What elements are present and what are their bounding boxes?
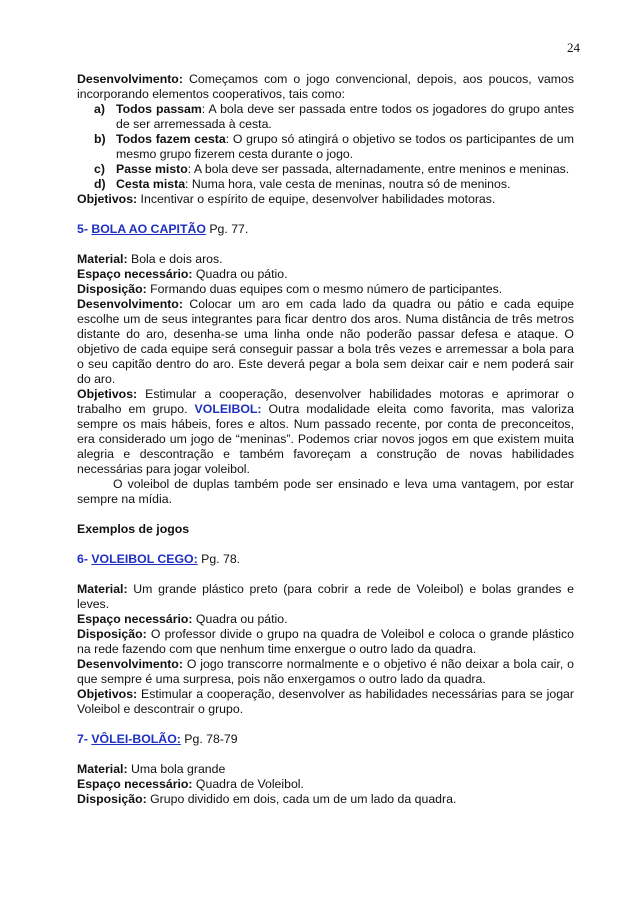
item-text: : O grupo só atingirá o objetivo se todos os participantes de um mesmo grupo fizerem cesta durante o jogo. (116, 132, 574, 161)
list-marker: c) (94, 162, 105, 176)
item-title: Cesta mista (116, 177, 186, 191)
s7-disposition (77, 792, 574, 807)
list-item (77, 132, 574, 162)
text: Um grande plástico preto (para cobrir a rede de Voleibol) e bolas grandes e leves. (77, 582, 574, 611)
section-5-heading (77, 222, 574, 237)
section-6-heading (77, 552, 574, 567)
label: Desenvolvimento: (77, 657, 183, 671)
label: Disposição: (77, 282, 147, 296)
s7-material (77, 762, 574, 777)
label: Objetivos: (77, 192, 138, 206)
intro-development (77, 72, 574, 102)
examples-heading (77, 522, 574, 537)
label: Espaço necessário: (77, 612, 193, 626)
section-number: 6- (77, 552, 92, 566)
s6-disposition (77, 627, 574, 657)
text: O jogo transcorre normalmente e o objetivo é não deixar a bola cair, o que sempre é uma surpresa, pois não enxergamos o outro lado da quadra. (77, 657, 574, 686)
text: Estimular a cooperação, desenvolver habilidades motoras e aprimorar o trabalho em grupo. (77, 387, 574, 416)
text: Quadra ou pátio. (192, 612, 288, 626)
label: Desenvolvimento: (77, 297, 183, 311)
list-marker: b) (94, 132, 106, 146)
item-text: : A bola deve ser passada, alternadamente, entre meninos e meninas. (187, 162, 570, 176)
text: Outra modalidade eleita como favorita, mas valoriza sempre os mais hábeis, fores e altos. Num passado recente, por conta de preconceitos, era considerado um jogo de “meninas”. Podemos criar novos jogos em que existem muita alegria e descontração e também favoreçam a construção de novas habilidades necessárias para jogar voleibol. (77, 402, 575, 476)
item-text: : A bola deve ser passada entre todos os jogadores do grupo antes de ser arremessada à cesta. (116, 102, 574, 131)
section-title: BOLA AO CAPITÃO (91, 222, 206, 236)
text: Incentivar o espírito de equipe, desenvolver habilidades motoras. (137, 192, 496, 206)
s7-space (77, 777, 574, 792)
voleibol-label: VOLEIBOL: (194, 402, 262, 416)
document-body (77, 72, 574, 807)
s5-duplas: O voleibol de duplas também pode ser ensinado e leva uma vantagem, por estar sempre na mídia. (77, 477, 574, 506)
item-text: : Numa hora, vale cesta de meninas, noutra só de meninos. (185, 177, 511, 191)
section-number: 5- (77, 222, 92, 236)
text: Grupo dividido em dois, cada um de um lado da quadra. (146, 792, 457, 806)
list-item (77, 102, 574, 132)
text: Quadra de Voleibol. (192, 777, 304, 791)
label: Objetivos: (77, 687, 138, 701)
label: Material: (77, 582, 128, 596)
s5-objectives (77, 387, 574, 477)
list-marker: d) (94, 177, 106, 191)
text: Formando duas equipes com o mesmo número de participantes. (146, 282, 503, 296)
label: Espaço necessário: (77, 777, 193, 791)
list-marker: a) (94, 102, 105, 116)
s6-development (77, 657, 574, 687)
text: Estimular a cooperação, desenvolver as habilidades necessárias para se jogar Voleibol e descontrair o grupo. (77, 687, 574, 716)
section-page-ref: Pg. 78-79 (180, 732, 238, 746)
s5-material (77, 252, 574, 267)
label: Desenvolvimento: (77, 72, 183, 86)
label: Objetivos: (77, 387, 138, 401)
label: Disposição: (77, 627, 147, 641)
section-7-heading (77, 732, 574, 747)
text: Bola e dois aros. (127, 252, 223, 266)
text: Uma bola grande (127, 762, 226, 776)
text: Colocar um aro em cada lado da quadra ou pátio e cada equipe escolhe um de seus integrantes para ficar dentro dos aros. Numa distância de três metros distante do aro, desenha-se uma linha onde não poderão passar defesa e ataque. O objetivo de cada equipe será conseguir passar a bola três vezes e arremessar a bola para o seu capitão dentro do aro. Este deverá pegar a bola sem deixar cair e nem poderá sair do aro. (77, 297, 574, 386)
section-title: VOLEIBOL CEGO: (91, 552, 198, 566)
text: Começamos com o jogo convencional, depois, aos poucos, vamos incorporando elementos cooperativos, tais como: (77, 72, 574, 101)
s6-material (77, 582, 574, 612)
label: Material: (77, 252, 128, 266)
label: Disposição: (77, 792, 147, 806)
heading: Exemplos de jogos (77, 522, 190, 536)
page-number: 24 (567, 40, 580, 55)
intro-objectives (77, 192, 574, 207)
list-item (77, 162, 574, 177)
text: Quadra ou pátio. (192, 267, 288, 281)
s5-development (77, 297, 574, 387)
section-page-ref: Pg. 78. (197, 552, 241, 566)
item-title: Todos passam (116, 102, 202, 116)
item-title: Todos fazem cesta (116, 132, 226, 146)
cooperative-elements-list (77, 102, 574, 192)
section-title: VÔLEI-BOLÃO: (91, 732, 181, 746)
label: Material: (77, 762, 128, 776)
section-page-ref: Pg. 77. (205, 222, 249, 236)
s6-objectives (77, 687, 574, 717)
list-item (77, 177, 574, 192)
s6-space (77, 612, 574, 627)
s5-disposition (77, 282, 574, 297)
section-number: 7- (77, 732, 92, 746)
s5-space (77, 267, 574, 282)
text: O professor divide o grupo na quadra de Voleibol e coloca o grande plástico na rede fazendo com que nenhum time enxergue o outro lado da quadra. (77, 627, 574, 656)
item-title: Passe misto (116, 162, 188, 176)
label: Espaço necessário: (77, 267, 193, 281)
